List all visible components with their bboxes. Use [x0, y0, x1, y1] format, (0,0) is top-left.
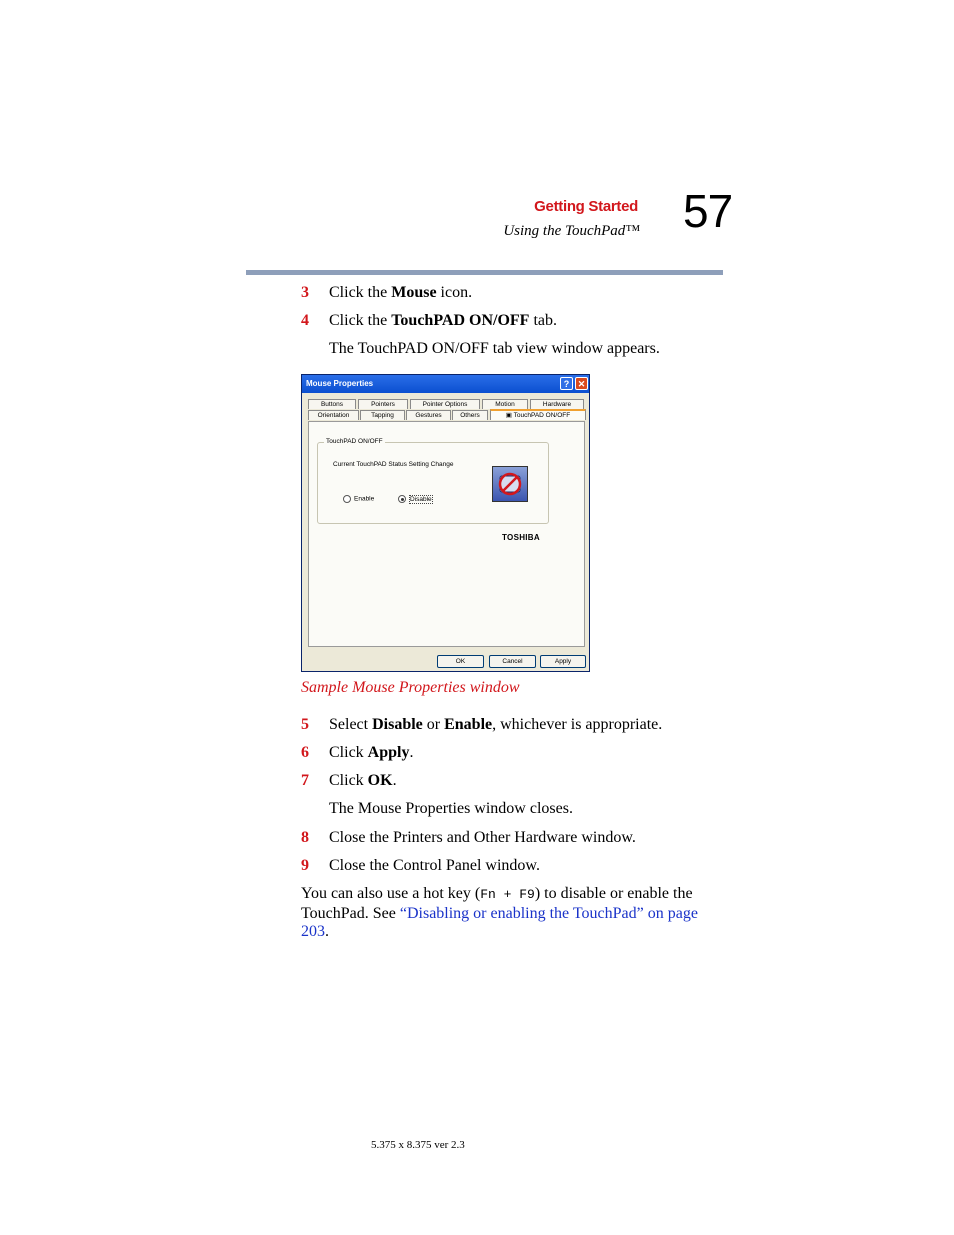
step-text: Select Disable or Enable, whichever is appropriate. — [329, 716, 663, 733]
tab-view-note: The TouchPAD ON/OFF tab view window appears. — [329, 340, 660, 357]
toshiba-logo: TOSHIBA — [502, 533, 540, 542]
step-number: 4 — [301, 312, 309, 329]
step-number: 6 — [301, 744, 309, 761]
tab-others[interactable]: Others — [452, 410, 488, 420]
step-number: 9 — [301, 857, 309, 874]
tab-orientation[interactable]: Orientation — [308, 410, 359, 420]
section-title: Using the TouchPad™ — [503, 223, 640, 239]
tab-label: TouchPAD ON/OFF — [513, 412, 571, 419]
ok-button[interactable]: OK — [437, 655, 484, 668]
tab-tapping[interactable]: Tapping — [360, 410, 405, 420]
tab-buttons[interactable]: Buttons — [308, 399, 356, 409]
step-text: Click OK. — [329, 772, 397, 789]
step-number: 7 — [301, 772, 309, 789]
help-icon[interactable]: ? — [560, 377, 573, 390]
step-text: Click the Mouse icon. — [329, 284, 473, 301]
touchpad-group — [317, 438, 549, 524]
tab-motion[interactable]: Motion — [482, 399, 528, 409]
tab-touchpad-on-off[interactable] — [490, 409, 586, 420]
tab-pointers[interactable]: Pointers — [358, 399, 408, 409]
status-text: Current TouchPAD Status Setting Change — [333, 461, 454, 468]
step-text: Click Apply. — [329, 744, 414, 761]
page-footer: 5.375 x 8.375 ver 2.3 — [371, 1139, 465, 1151]
tab-panel — [308, 421, 585, 647]
page-number: 57 — [683, 185, 733, 237]
figure-caption: Sample Mouse Properties window — [301, 679, 520, 696]
apply-button[interactable]: Apply — [540, 655, 586, 668]
radio-circle-icon — [343, 495, 351, 503]
tab-gestures[interactable]: Gestures — [406, 410, 451, 420]
chapter-title: Getting Started — [534, 198, 638, 215]
tab-pointer-options[interactable]: Pointer Options — [410, 399, 480, 409]
step-text: Close the Printers and Other Hardware window. — [329, 829, 636, 846]
cancel-button[interactable]: Cancel — [489, 655, 536, 668]
group-title: TouchPAD ON/OFF — [326, 438, 383, 445]
touchpad-disabled-icon[interactable] — [492, 466, 528, 502]
hotkey-paragraph: You can also use a hot key (Fn + F9) to disable or enable the TouchPad. See “Disabling or enabling the TouchPad” on page 203. — [301, 885, 698, 940]
mouse-properties-window — [301, 374, 590, 672]
radio-disable[interactable]: Disable — [398, 495, 433, 503]
hotkey: Fn + F9 — [480, 887, 535, 902]
window-titlebar — [302, 375, 589, 393]
step-text: Click the TouchPAD ON/OFF tab. — [329, 312, 557, 329]
cross-reference-link[interactable]: “Disabling or enabling the TouchPad” on page 203 — [301, 904, 698, 940]
header-rule — [246, 270, 723, 275]
tab-hardware[interactable]: Hardware — [530, 399, 584, 409]
step-number: 3 — [301, 284, 309, 301]
step-text: Close the Control Panel window. — [329, 857, 540, 874]
close-icon[interactable]: ✕ — [575, 377, 588, 390]
window-closes-note: The Mouse Properties window closes. — [329, 800, 573, 817]
touchpad-tab-icon: ▣ — [505, 412, 512, 419]
step-number: 8 — [301, 829, 309, 846]
window-title: Mouse Properties — [306, 379, 374, 388]
radio-enable[interactable]: Enable — [343, 495, 374, 503]
step-number: 5 — [301, 716, 309, 733]
radio-selected-icon — [398, 495, 406, 503]
